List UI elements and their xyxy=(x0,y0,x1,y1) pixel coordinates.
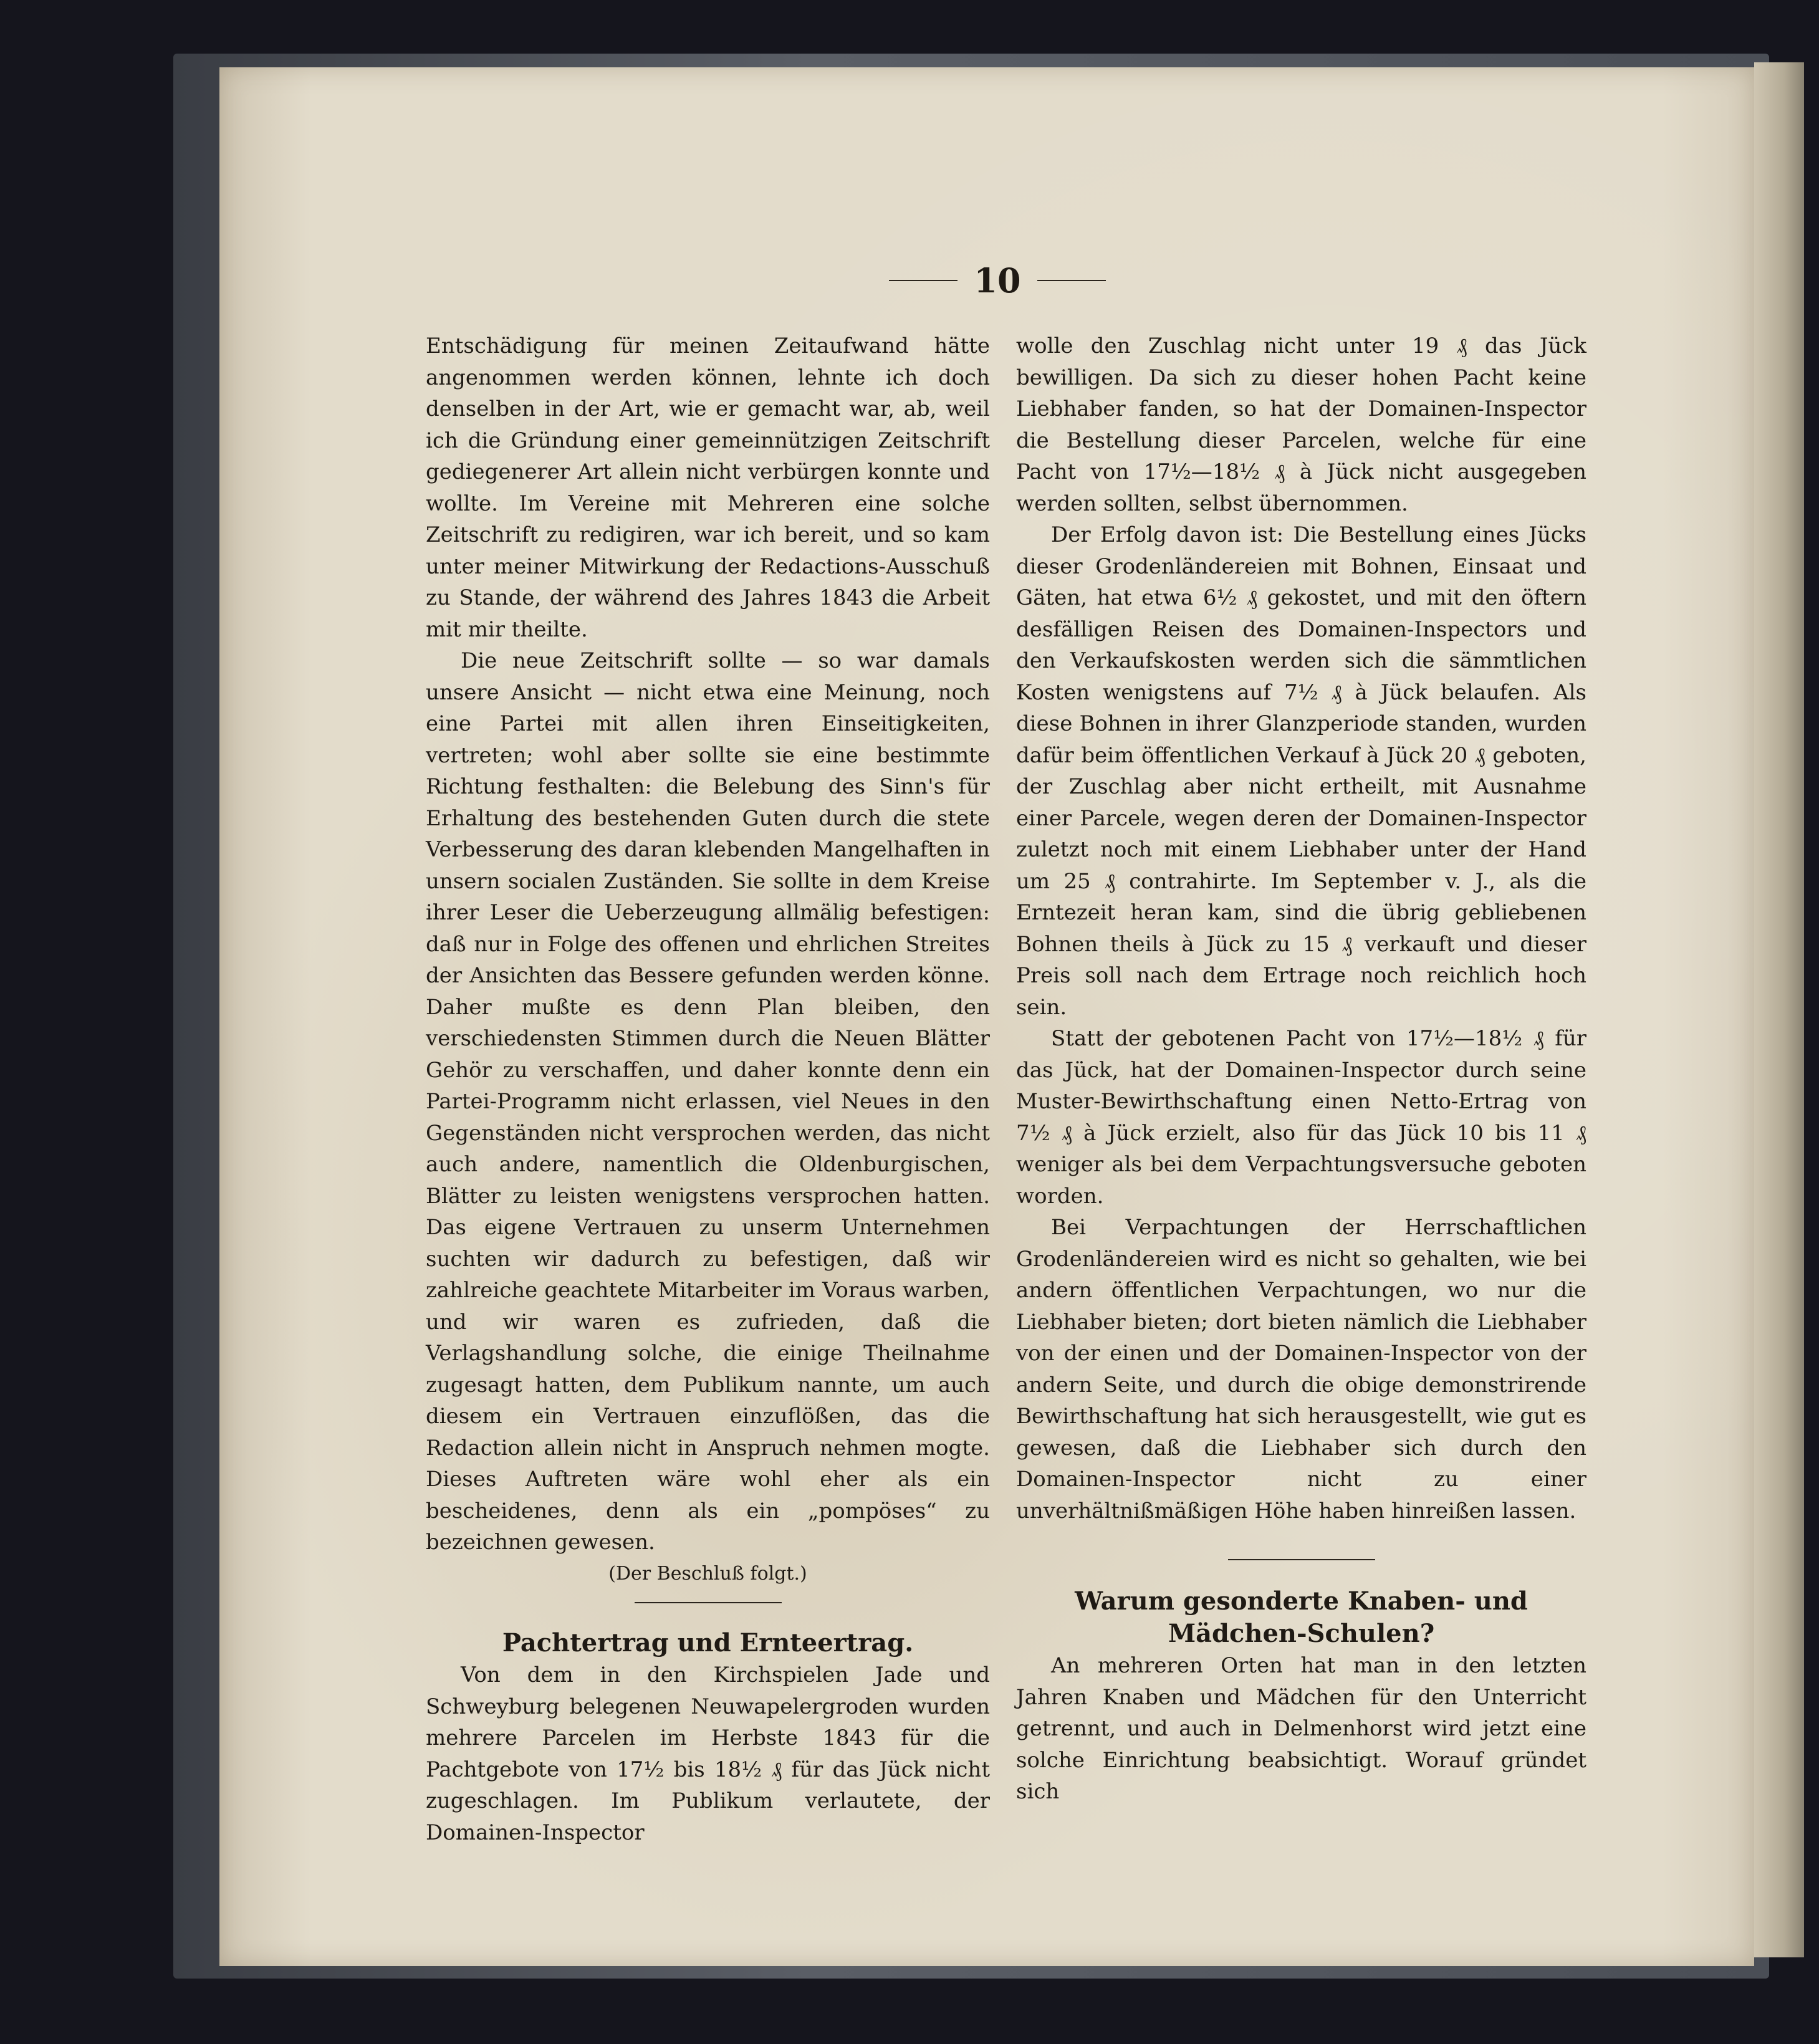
section-divider-right xyxy=(1228,1559,1375,1560)
right-paragraph-5: An mehreren Orten hat man in den letzten Jahren Knaben und Mädchen für den Unterricht getrennt, und auch in Delmenhorst wird jetzt eine solche Einrichtung beabsichtigt. Worauf gründet sich xyxy=(1016,1653,1586,1804)
left-paragraph-3: Von dem in den Kirchspielen Jade und Schweyburg belegenen Neuwapelergroden wurden mehrere Parcelen im Herbste 1843 für die Pachtgebote von 17½ bis 18½ ₰ für das Jück nicht zugeschlagen. Im Publikum verlautete, der Domainen-Inspector xyxy=(426,1663,990,1845)
left-paragraph-1: Entschädigung für meinen Zeitaufwand hätte angenommen werden können, lehnte ich doch denselben in der Art, wie er gemacht war, ab, weil ich die Gründung einer gemeinnützigen Zeitschrift gediegenerer Art allein nicht verbürgen konnte und wollte. Im Vereine mit Mehreren eine solche Zeitschrift zu redigiren, war ich bereit, und so kam unter meiner Mitwirkung der Redactions-Ausschuß zu Stande, der während des Jahres 1843 die Arbeit mit mir theilte. xyxy=(426,333,990,642)
section-divider xyxy=(635,1602,782,1603)
page-number: 10 xyxy=(974,261,1021,300)
page-header xyxy=(848,259,1147,302)
article-heading-schulen: Warum gesonderte Knaben- und Mädchen-Schulen? xyxy=(1075,1586,1528,1648)
header-rule-right xyxy=(1037,280,1106,281)
right-paragraph-1: wolle den Zuschlag nicht unter 19 ₰ das Jück bewilligen. Da sich zu dieser hohen Pacht keine Liebhaber fanden, so hat der Domainen-Inspector die Bestellung dieser Parcelen, welche für eine Pacht von 17½—18½ ₰ à Jück nicht ausgegeben werden sollten, selbst übernommen. xyxy=(1016,333,1586,516)
right-paragraph-2: Der Erfolg davon ist: Die Bestellung eines Jücks dieser Grodenländereien mit Bohnen, Einsaat und Gäten, hat etwa 6½ ₰ gekostet, und mit den öftern desfälligen Reisen des Domainen-Inspectors und den Verkaufskosten werden sich die sämmtlichen Kosten wenigstens auf 7½ ₰ à Jück belaufen. Als diese Bohnen in ihrer Glanzperiode standen, wurden dafür beim öffentlichen Verkauf à Jück 20 ₰ geboten, der Zuschlag aber nicht ertheilt, mit Ausnahme einer Parcele, wegen deren der Domainen-Inspector zuletzt noch mit einem Liebhaber unter der Hand um 25 ₰ contrahirte. Im September v. J., als die Erntezeit heran kam, sind die übrig gebliebenen Bohnen theils à Jück zu 15 ₰ verkauft und dieser Preis soll nach dem Ertrage noch reichlich hoch sein. xyxy=(1016,522,1586,1020)
right-paragraph-3: Statt der gebotenen Pacht von 17½—18½ ₰ für das Jück, hat der Domainen-Inspector durch seine Muster-Bewirthschaftung einen Netto-Ertrag von 7½ ₰ à Jück erzielt, also für das Jück 10 bis 11 ₰ weniger als bei dem Verpachtungsversuche geboten worden. xyxy=(1016,1026,1586,1209)
continuation-note: (Der Beschluß folgt.) xyxy=(608,1562,807,1585)
right-column xyxy=(1016,330,1586,1808)
left-paragraph-2: Die neue Zeitschrift sollte — so war damals unsere Ansicht — nicht etwa eine Meinung, noch eine Partei mit allen ihren Einseitigkeiten, vertreten; wohl aber sollte sie eine bestimmte Richtung festhalten: die Belebung des Sinn's für Erhaltung des bestehenden Guten durch die stete Verbesserung des daran klebenden Mangelhaften in unsern socialen Zuständen. Sie sollte in dem Kreise ihrer Leser die Ueberzeugung allmälig befestigen: daß nur in Folge des offenen und ehrlichen Streites der Ansichten das Bessere gefunden werden könne. Daher mußte es denn Plan bleiben, den verschiedensten Stimmen durch die Neuen Blätter Gehör zu verschaffen, und daher konnte denn ein Partei-Programm nicht erlassen, viel Neues in den Gegenständen nicht versprochen werden, das nicht auch andere, namentlich die Oldenburgischen, Blätter zu leisten wenigstens versprochen hatten. Das eigene Vertrauen zu unserm Unternehmen suchten wir dadurch zu befestigen, daß wir zahlreiche geachtete Mitarbeiter im Voraus warben, und wir waren es zufrieden, daß die Verlagshandlung solche, die einige Theilnahme zugesagt hatten, dem Publikum nannte, um auch diesem ein Vertrauen einzuflößen, das die Redaction allein nicht in Anspruch nehmen mogte. Dieses Auftreten wäre wohl eher als ein bescheidenes, denn als ein „pompöses“ zu bezeichnen gewesen. xyxy=(426,648,990,1555)
left-column xyxy=(426,330,990,1848)
header-rule-left xyxy=(889,280,957,281)
right-paragraph-4: Bei Verpachtungen der Herrschaftlichen Grodenländereien wird es nicht so gehalten, wie bei andern öffentlichen Verpachtungen, wo nur die Liebhaber bieten; dort bieten nämlich die Liebhaber von der einen und der Domainen-Inspector von der andern Seite, und durch die obige demonstrirende Bewirthschaftung hat sich herausgestellt, wie gut es gewesen, daß die Liebhaber sich durch den Domainen-Inspector nicht zu einer unverhältnißmäßigen Höhe haben hinreißen lassen. xyxy=(1016,1215,1586,1523)
page-stack-edge xyxy=(1754,62,1804,1957)
article-heading-pachtertrag: Pachtertrag und Ernteertrag. xyxy=(502,1628,914,1658)
